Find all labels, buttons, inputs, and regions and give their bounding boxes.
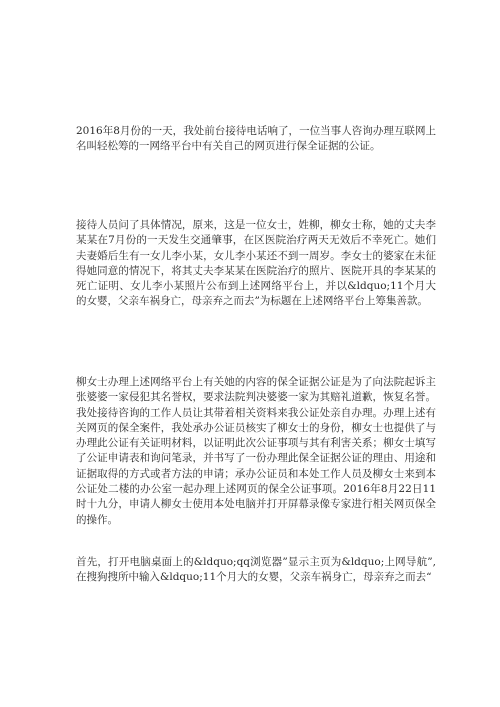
paragraph-procedure: 柳女士办理上述网络平台上有关她的内容的保全证据公证是为了向法院起诉主张婆婆一家侵犯其名誉权，要求法院判决婆婆一家为其赔礼道歉，恢复名誉。我处接待咨询的工作人员让其带着相关资料来我公证处亲自办理。办理上述有关网页的保全案件，我处承办公证员核实了柳女士的身份，柳女士也提供了与办理此公证有关证明材料，以证明此次公证事项与其有利害关系；柳女士填写了公证申请表和询问笔录，并书写了一份办理此保全证据公证的理由、用途和证据取得的方式或者方法的申请；承办公证员和本处工作人员及柳女士来到本公证处二楼的办公室一起办理上述网页的保全公证事项。2016年8月22日11时十九分，申请人柳女士使用本处电脑并打开屏幕录像专家进行相关网页保全的操作。	[76, 376, 436, 526]
paragraph-background: 接待人员问了具体情况，原来，这是一位女士，姓柳，柳女士称，她的丈夫李某某在7月份的一天发生交通肇事，在区医院治疗两天无效后不幸死亡。她们夫妻婚后生有一女儿李小某，女儿李小某还不到一周岁。李女士的婆家在未征得她同意的情况下，将其丈夫李某某在医院治疗的照片、医院开具的李某某的死亡证明、女儿李小某照片公布到上述网络平台上，并以&ldquo;11个月大的女婴，父亲车祸身亡，母亲弃之而去”为标题在上述网络平台上筹集善款。	[76, 219, 436, 308]
paragraph-intro: 2016年8月份的一天，我处前台接待电话响了，一位当事人咨询办理互联网上名叫轻松筹的一网络平台中有关自己的网页进行保全证据的公证。	[76, 125, 436, 153]
paragraph-steps: 首先，打开电脑桌面上的&ldquo;qq浏览器”显示主页为&ldquo;上网导航”,在搜狗搜所中输入&ldquo;11个月大的女婴，父亲车祸身亡，母亲弃之而去“	[76, 556, 436, 584]
